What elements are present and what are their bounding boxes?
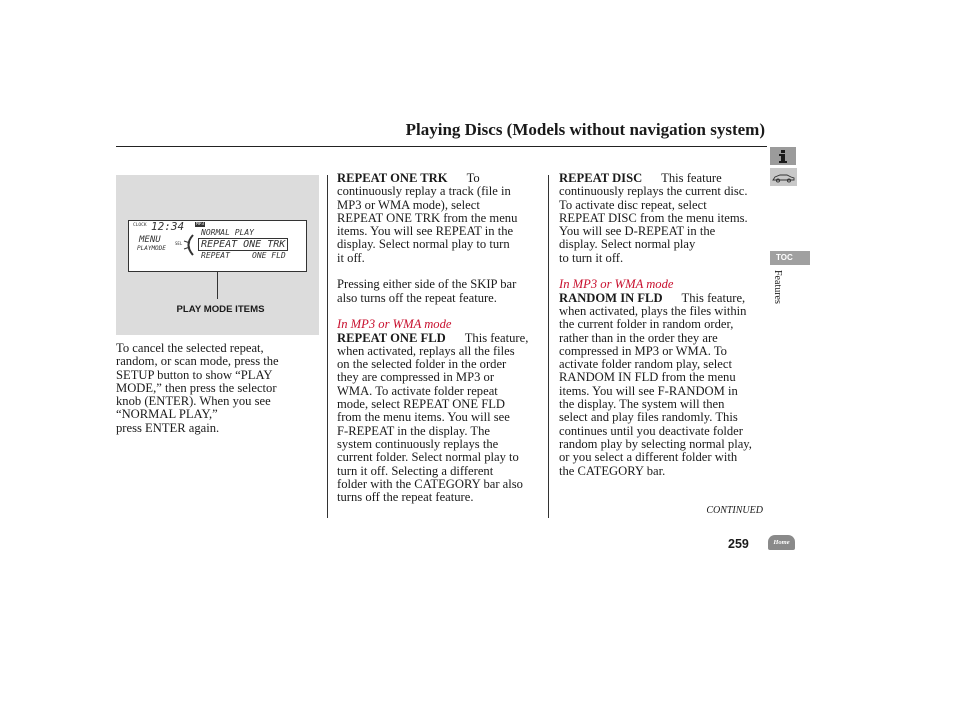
text-line: turns off the repeat feature. <box>337 490 474 505</box>
display-line1: NORMAL PLAY <box>201 228 254 237</box>
text-line: WMA. To activate folder repeat <box>337 383 498 398</box>
text-line: continuously replays the current disc. <box>559 184 748 199</box>
column-divider <box>327 175 328 518</box>
clock-label: CLOCK <box>133 223 147 228</box>
text-line <box>337 172 549 185</box>
text-line: REPEAT DISC from the menu items. <box>559 210 748 225</box>
header-rule <box>116 146 767 147</box>
text-line: MODE,” then press the selector <box>116 380 277 395</box>
text-line: rather than in the order they are <box>559 330 718 345</box>
text-line <box>559 172 769 185</box>
text-span: This feature <box>661 171 722 185</box>
text-line: random play by selecting normal play, <box>559 436 752 451</box>
text-line: continues until you deactivate folder <box>559 423 743 438</box>
text-line: knob (ENTER). When you see <box>116 394 271 409</box>
figure-caption: PLAY MODE ITEMS <box>176 304 265 315</box>
text-line: “NORMAL PLAY,” <box>116 407 218 422</box>
car-icon <box>770 168 797 186</box>
page-number: 259 <box>728 537 749 551</box>
text-line: display. Select normal play to turn <box>337 237 510 252</box>
text-line: current folder. Select normal play to <box>337 450 519 465</box>
text-line: the CATEGORY bar. <box>559 463 666 478</box>
col1-paragraph <box>116 342 321 435</box>
text-line: To activate disc repeat, select <box>559 197 707 212</box>
text-line: turn it off. Selecting a different <box>337 463 494 478</box>
text-line: continuously replay a track (file in <box>337 184 511 199</box>
text-line: F-REPEAT in the display. The <box>337 423 490 438</box>
text-span: To <box>466 171 480 185</box>
mp3-badge: MP3 <box>196 222 205 227</box>
text-line <box>559 292 769 305</box>
text-line <box>337 332 549 345</box>
text-line: To cancel the selected repeat, <box>116 341 264 355</box>
text-line: random, or scan mode, press the <box>116 354 279 369</box>
col2-text <box>337 172 549 504</box>
text-line: items. You will see F-RANDOM in <box>559 383 738 398</box>
text-line: system continuously replays the <box>337 436 499 451</box>
repeat-one-fld-heading: REPEAT ONE FLD <box>337 330 446 345</box>
text-line: RANDOM IN FLD from the menu <box>559 370 736 385</box>
col3-text <box>559 172 769 478</box>
text-line: it off. <box>337 250 365 265</box>
car-index-tab[interactable] <box>770 168 797 186</box>
mp3-wma-subhead: In MP3 or WMA mode <box>559 277 674 292</box>
text-line: from the menu items. You will see <box>337 410 510 425</box>
text-span: This feature, <box>464 330 529 345</box>
display-line3b: ONE FLD <box>252 251 286 260</box>
text-line: MP3 or WMA mode), select <box>337 197 480 212</box>
display-line2: REPEAT ONE TRK <box>198 238 288 251</box>
text-line: when activated, plays the files within <box>559 303 747 318</box>
text-line: display. Select normal play <box>559 237 696 252</box>
text-line: when activated, replays all the files <box>337 343 515 358</box>
display-menu: MENU <box>139 235 161 245</box>
info-tab[interactable] <box>770 147 796 165</box>
selector-arc-icon <box>182 233 194 257</box>
text-line: or you select a different folder with <box>559 450 738 465</box>
text-line: activate folder random play, select <box>559 357 732 372</box>
text-line: also turns off the repeat feature. <box>337 290 497 305</box>
text-line: press ENTER again. <box>116 420 220 435</box>
text-line: SETUP button to show “PLAY <box>116 367 273 382</box>
text-line: select and play files randomly. This <box>559 410 738 425</box>
continued-label: CONTINUED <box>706 505 763 516</box>
text-line: items. You will see REPEAT in the <box>337 224 514 239</box>
callout-line <box>217 272 218 299</box>
text-line: the current folder in random order, <box>559 317 734 332</box>
info-icon <box>770 147 796 165</box>
display-playmode: PLAYMODE <box>137 245 166 252</box>
text-line: REPEAT ONE TRK from the menu <box>337 210 518 225</box>
page-title: Playing Discs (Models without navigation system) <box>405 120 765 139</box>
text-span: This feature, <box>681 290 746 305</box>
toc-tab[interactable]: TOC <box>770 251 810 265</box>
random-in-fld-heading: RANDOM IN FLD <box>559 290 663 305</box>
display-illustration <box>128 220 307 272</box>
text-line: the display. The system will then <box>559 397 725 412</box>
text-line: they are compressed in MP3 or <box>337 370 495 385</box>
clock-time: 12:34 <box>151 220 185 233</box>
text-line: to turn it off. <box>559 250 624 265</box>
display-sel: SEL <box>175 241 183 246</box>
display-line3a: REPEAT <box>201 251 230 260</box>
mp3-wma-subhead: In MP3 or WMA mode <box>337 317 452 332</box>
text-line: folder with the CATEGORY bar also <box>337 476 523 491</box>
repeat-disc-heading: REPEAT DISC <box>559 171 643 185</box>
text-line: mode, select REPEAT ONE FLD <box>337 397 506 412</box>
text-line: on the selected folder in the order <box>337 357 507 372</box>
column-divider <box>548 175 549 518</box>
repeat-one-trk-heading: REPEAT ONE TRK <box>337 171 448 185</box>
section-label: Features <box>772 270 783 304</box>
text-line: Pressing either side of the SKIP bar <box>337 277 517 292</box>
text-line: You will see D-REPEAT in the <box>559 224 716 239</box>
text-line: compressed in MP3 or WMA. To <box>559 343 727 358</box>
home-button[interactable]: Home <box>768 535 795 550</box>
